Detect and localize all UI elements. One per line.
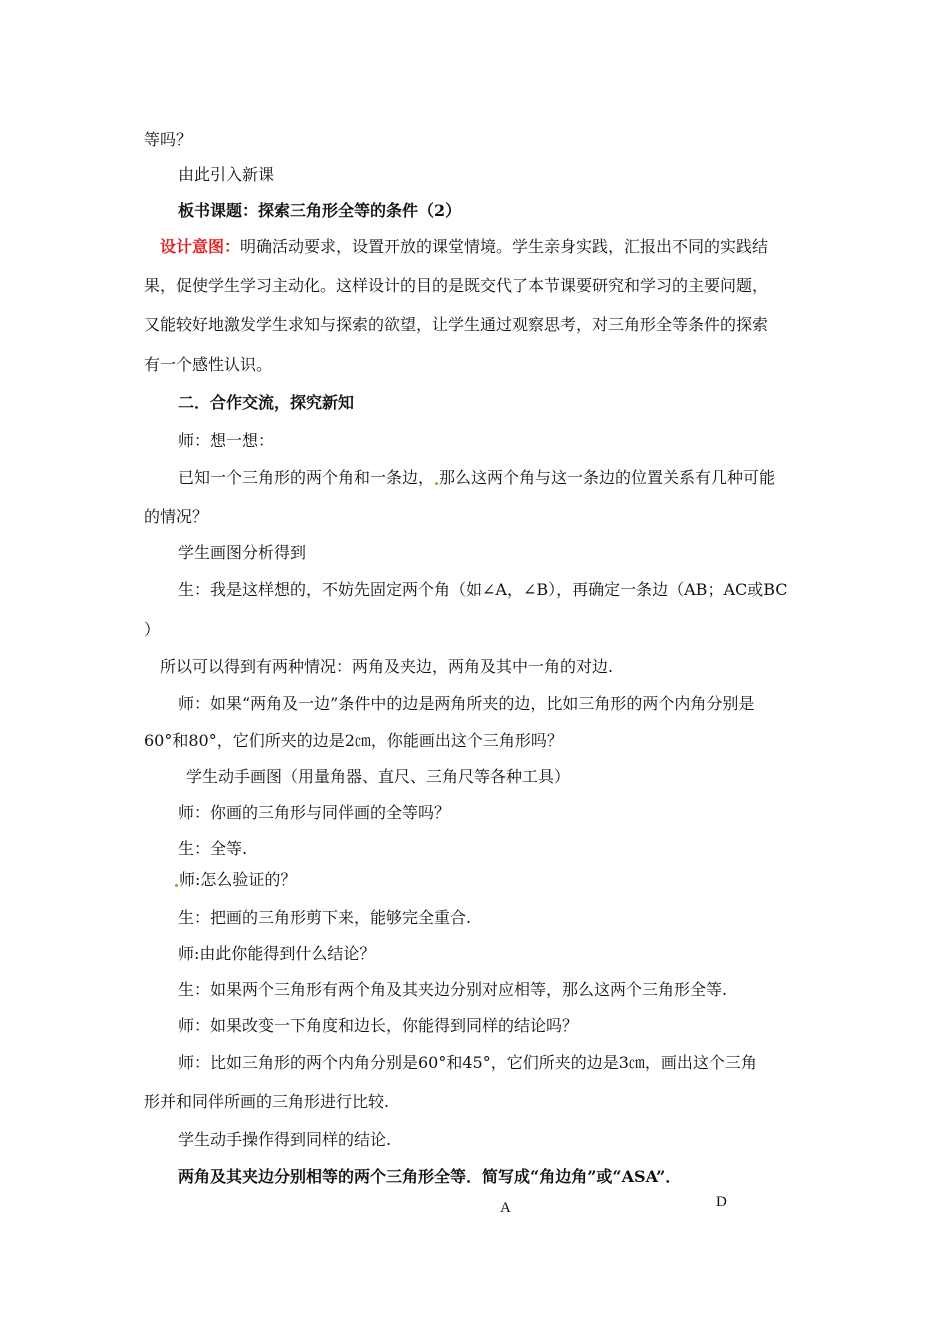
text-line [178, 468, 775, 488]
text-line: 师：想一想： [178, 431, 275, 450]
text-line: 形并和同伴所画的三角形进行比较. [144, 1092, 390, 1111]
text-line: 生：我是这样想的，不妨先固定两个角（如∠A，∠B），再确定一条边（AB；AC或BC [178, 580, 788, 599]
text-line: 的情况？ [144, 507, 209, 526]
text-line: 学生动手操作得到同样的结论. [178, 1130, 392, 1149]
text-line: 学生动手画图（用量角器、直尺、三角尺等各种工具） [186, 767, 571, 786]
text-line: 由此引入新课 [178, 165, 275, 184]
design-intent-label: 设计意图： [160, 237, 241, 256]
section-heading: 二．合作交流，探究新知 [178, 393, 355, 412]
text-line: 等吗？ [144, 130, 193, 149]
text-line: 生：把画的三角形剪下来，能够完全重合. [178, 908, 472, 927]
text-line: 师：如果改变一下角度和边长，你能得到同样的结论吗？ [178, 1016, 579, 1035]
design-intent-text: 明确活动要求，设置开放的课堂情境。学生亲身实践，汇报出不同的实践结 [240, 237, 769, 256]
text-line: 又能较好地激发学生求知与探索的欲望，让学生通过观察思考，对三角形全等条件的探索 [144, 315, 769, 334]
text-line: 学生画图分析得到 [178, 543, 307, 562]
ink-dot [435, 482, 438, 485]
text-line: 有一个感性认识。 [144, 355, 273, 374]
text-line: 师：你画的三角形与同伴画的全等吗？ [178, 803, 451, 822]
text-segment: 那么这两个角与这一条边的位置关系有几种可能 [439, 468, 776, 487]
text-line [174, 870, 296, 890]
figure-label-a: A [500, 1200, 511, 1216]
text-segment: 已知一个三角形的两个角和一条边， [178, 468, 435, 487]
text-line: 生：全等. [178, 839, 248, 858]
figure-label-d: D [716, 1194, 727, 1210]
text-line: ） [144, 620, 161, 639]
text-segment: 师:怎么验证的？ [179, 870, 297, 889]
text-line: 师:由此你能得到什么结论？ [178, 944, 376, 963]
ink-dot [175, 884, 178, 887]
design-intent-line [160, 237, 768, 257]
text-line: 所以可以得到有两种情况：两角及夹边，两角及其中一角的对边. [160, 657, 614, 676]
text-line: 果，促使学生学习主动化。这样设计的目的是既交代了本节课要研究和学习的主要问题， [144, 276, 769, 295]
text-line: 师：比如三角形的两个内角分别是60°和45°，它们所夹的边是3㎝，画出这个三角 [178, 1053, 757, 1072]
text-line: 60°和80°，它们所夹的边是2㎝，你能画出这个三角形吗？ [144, 731, 563, 750]
text-line: 师：如果“两角及一边”条件中的边是两角所夹的边，比如三角形的两个内角分别是 [178, 694, 755, 713]
text-line: 生：如果两个三角形有两个角及其夹边分别对应相等，那么这两个三角形全等. [178, 980, 728, 999]
board-title: 板书课题：探索三角形全等的条件（2） [178, 201, 462, 220]
theorem-statement: 两角及其夹边分别相等的两个三角形全等．简写成“角边角”或“ASA”． [178, 1167, 682, 1186]
